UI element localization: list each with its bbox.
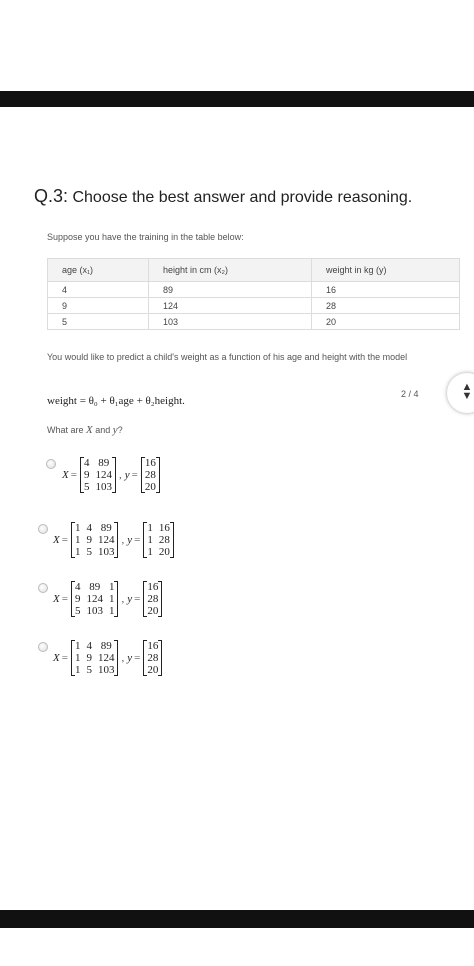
option-1-radio[interactable] [46,459,56,469]
option-2[interactable]: X = 1 4 89 1 9 124 1 5 103 , y = 1 16 1 28 1 20 [53,522,174,558]
option-4-x-matrix: 1 4 89 1 9 124 1 5 103 [71,640,119,676]
option-4-y-vector: 16 28 20 [143,640,162,676]
page-nav-button[interactable] [447,373,474,413]
option-4-radio[interactable] [38,642,48,652]
table-cell: 4 [48,282,149,298]
table-cell: 20 [312,314,460,330]
table-cell: 89 [149,282,312,298]
table-cell: 28 [312,298,460,314]
model-formula: weight = θ₀ + θ₁age + θ₂height. [47,395,185,407]
header-age: age (x₁) [48,259,149,282]
question-text: Choose the best answer and provide reasoning. [72,189,413,206]
option-1-x-matrix: 4 89 9 124 5 103 [80,457,116,493]
header-weight: weight in kg (y) [312,259,460,282]
option-1-y-vector: 16 28 20 [141,457,160,493]
header-height: height in cm (x₂) [149,259,312,282]
predict-text: You would like to predict a child's weight as a function of his age and height with the model [47,352,408,362]
option-3[interactable]: X = 4 89 1 9 124 1 5 103 1 , y = 16 28 20 [53,581,162,617]
option-1[interactable]: X = 4 89 9 124 5 103 , y = 16 28 20 [62,457,160,493]
option-3-y-vector: 16 28 20 [143,581,162,617]
bottom-black-bar [0,910,474,928]
option-4[interactable]: X = 1 4 89 1 9 124 1 5 103 , y = 16 28 20 [53,640,162,676]
top-black-bar [0,91,474,107]
table-row [48,282,460,298]
intro-text: Suppose you have the training in the table below: [47,232,244,242]
page-indicator: 2 / 4 [401,389,419,399]
question-number: Q.3: [34,186,69,206]
option-2-x-matrix: 1 4 89 1 9 124 1 5 103 [71,522,119,558]
option-2-y-matrix: 1 16 1 28 1 20 [143,522,174,558]
table-cell: 124 [149,298,312,314]
table-row [48,314,460,330]
table-cell: 5 [48,314,149,330]
table-cell: 16 [312,282,460,298]
prompt-text: What are X and y? [47,424,123,436]
table-cell: 9 [48,298,149,314]
table-row [48,298,460,314]
question-title [34,186,412,207]
training-table [47,258,460,330]
option-3-x-matrix: 4 89 1 9 124 1 5 103 1 [71,581,119,617]
option-2-radio[interactable] [38,524,48,534]
table-cell: 103 [149,314,312,330]
option-3-radio[interactable] [38,583,48,593]
table-header-row [48,259,460,282]
up-down-arrows-icon: ▲ ▼ [461,381,473,402]
